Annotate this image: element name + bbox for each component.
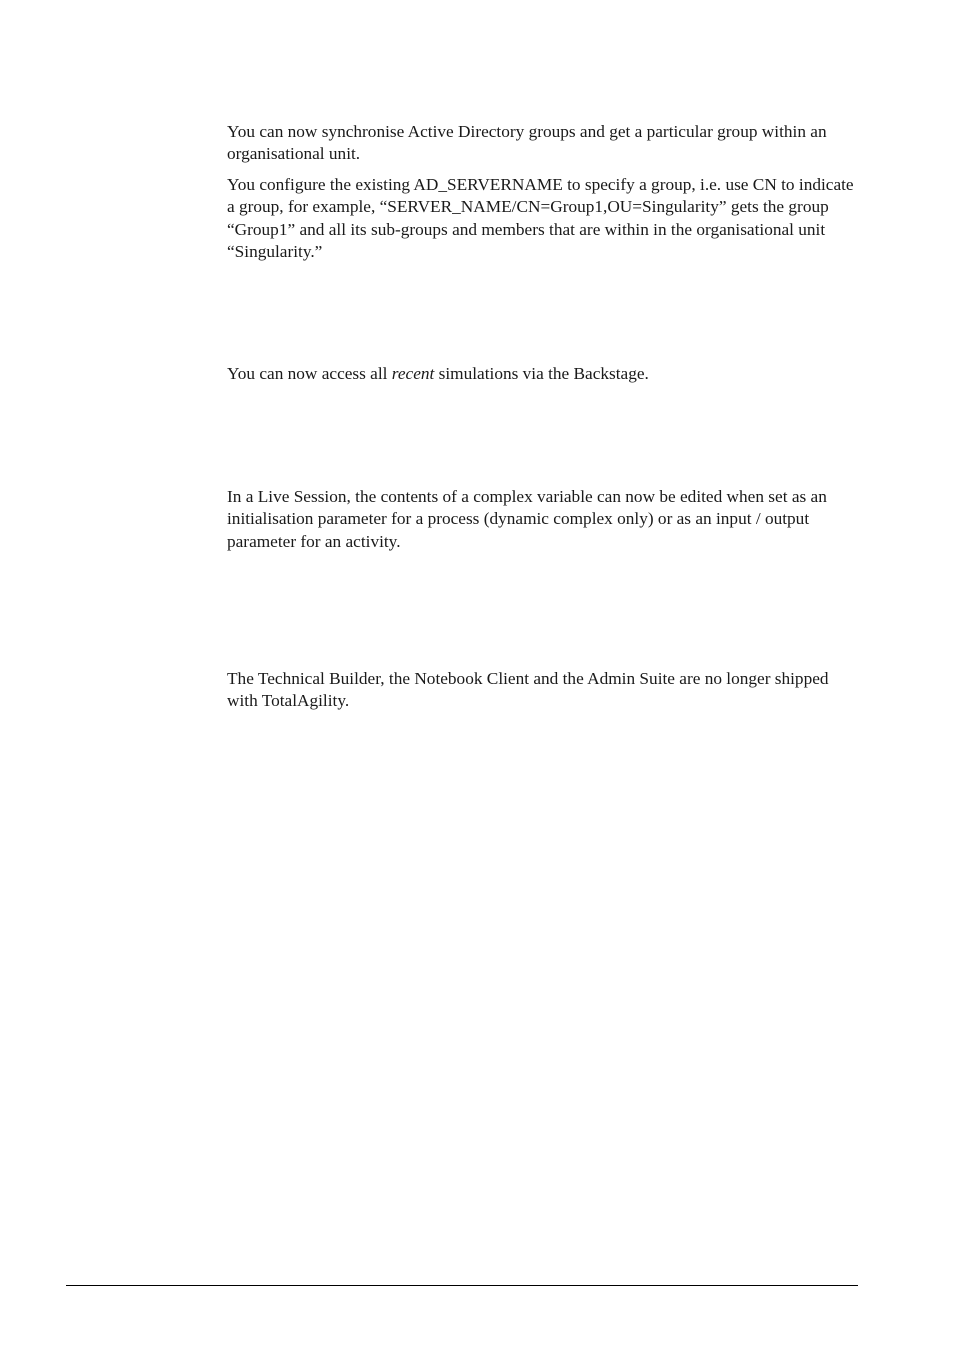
paragraph-removed-components: The Technical Builder, the Notebook Client and the Admin Suite are no longer shipped with TotalAgility. <box>227 669 829 711</box>
footer-divider <box>66 1285 858 1286</box>
paragraph-ad-servername-config: You configure the existing AD_SERVERNAME to specify a group, i.e. use CN to indicate a group, for example, “SERVER_NAME/CN=Group1,OU=Singularity” gets the group “Group1” and all its sub-groups and members that are within in the organisational unit “Singularity.” <box>227 175 854 261</box>
paragraph-live-session: In a Live Session, the contents of a complex variable can now be edited when set as an initialisation parameter for a process (dynamic complex only) or as an input / output parameter for an activity. <box>227 487 827 551</box>
paragraph-recent-simulations <box>227 363 859 385</box>
simulations-text-end: simulations via the Backstage. <box>434 364 649 383</box>
simulations-emphasis: recent <box>391 364 435 383</box>
paragraph-ad-group-sync: You can now synchronise Active Directory groups and get a particular group within an organisational unit. <box>227 122 827 164</box>
simulations-text-start: You can now access all <box>227 364 392 383</box>
